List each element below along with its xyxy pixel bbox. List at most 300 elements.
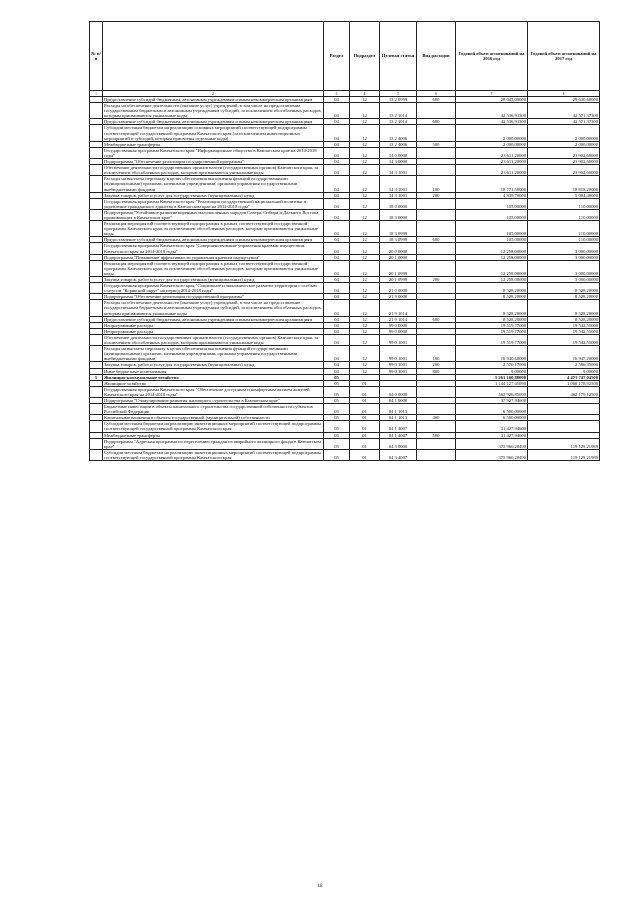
row-amount-2017: 42 571,37300 bbox=[528, 103, 600, 119]
table-row bbox=[90, 221, 600, 237]
row-amount-2017: 19 542,55000 bbox=[528, 322, 600, 328]
row-amount-2016: 18 771,50000 bbox=[456, 176, 528, 192]
row-podrazdel: 12 bbox=[350, 159, 380, 165]
row-amount-2017: 23 902,60000 bbox=[528, 147, 600, 158]
column-number: 5 bbox=[380, 91, 417, 97]
row-expense-type bbox=[417, 125, 456, 141]
header-razdel: Раздел bbox=[324, 22, 350, 91]
row-target-article: 20 1 0999 bbox=[380, 260, 417, 276]
row-podrazdel: 12 bbox=[350, 125, 380, 141]
row-amount-2017: 462 179,12500 bbox=[528, 386, 600, 397]
row-razdel: 04 bbox=[324, 328, 350, 334]
row-expense-type: 500 bbox=[417, 432, 456, 438]
row-amount-2016: 4 839,70000 bbox=[456, 192, 528, 198]
page-number: 18 bbox=[317, 884, 323, 889]
row-razdel: 05 bbox=[324, 386, 350, 397]
table-row bbox=[90, 260, 600, 276]
row-name: Государственная программа Камчатского края "Информационное общество в Камчатском крае на 2014-2018 годы" bbox=[103, 147, 324, 158]
table-row bbox=[90, 386, 600, 397]
row-name: Подпрограмма "Обеспечение реализации государственной программы" bbox=[103, 294, 324, 300]
row-amount-2016: 105,00000 bbox=[456, 198, 528, 209]
row-number bbox=[90, 176, 103, 192]
row-amount-2017: 3 000,00000 bbox=[528, 243, 600, 254]
row-razdel: 04 bbox=[324, 294, 350, 300]
row-amount-2017: 5 084,40000 bbox=[528, 192, 600, 198]
row-podrazdel: 12 bbox=[350, 243, 380, 254]
row-amount-2016: 31 427,94600 bbox=[456, 432, 528, 438]
row-number bbox=[90, 421, 103, 432]
row-name: Закупка товаров, работ и услуг для государственных (муниципальных) нужд bbox=[103, 277, 324, 283]
table-row bbox=[90, 449, 600, 460]
row-target-article: 04 0 0000 bbox=[380, 386, 417, 397]
row-target-article: 21 9 1014 bbox=[380, 300, 417, 316]
row-number bbox=[90, 103, 103, 119]
row-amount-2017: 4 471 747,04500 bbox=[528, 374, 600, 380]
row-target-article: 14 3 0000 bbox=[380, 159, 417, 165]
row-amount-2017: 1 068 178,92500 bbox=[528, 380, 600, 386]
row-amount-2016: 105,00000 bbox=[456, 209, 528, 220]
row-target-article: 13 2 1014 bbox=[380, 103, 417, 119]
row-expense-type bbox=[417, 334, 456, 345]
row-podrazdel: 01 bbox=[350, 380, 380, 386]
row-number bbox=[90, 386, 103, 397]
row-number bbox=[90, 209, 103, 220]
table-row bbox=[90, 209, 600, 220]
row-amount-2017: 19 542,55000 bbox=[528, 334, 600, 345]
row-amount-2016: 23 611,20000 bbox=[456, 165, 528, 176]
row-razdel: 04 bbox=[324, 97, 350, 103]
row-target-article: 99 0 0000 bbox=[380, 328, 417, 334]
row-number bbox=[90, 404, 103, 415]
row-amount-2017: 3 000,00000 bbox=[528, 254, 600, 260]
column-number: 2 bbox=[103, 91, 324, 97]
row-razdel: 05 bbox=[324, 449, 350, 460]
table-row bbox=[90, 438, 600, 449]
row-target-article: 21 9 1014 bbox=[380, 316, 417, 322]
row-podrazdel: 12 bbox=[350, 103, 380, 119]
row-amount-2017: 8 528,20000 bbox=[528, 316, 600, 322]
row-amount-2016: 19 519,77000 bbox=[456, 334, 528, 345]
row-amount-2017: 2 000,00000 bbox=[528, 125, 600, 141]
column-number: 3 bbox=[324, 91, 350, 97]
row-amount-2016: 6 500,00000 bbox=[456, 404, 528, 415]
row-target-article: 13 2 0999 bbox=[380, 97, 417, 103]
row-target-article: 13 2 4006 bbox=[380, 141, 417, 147]
row-name: Предоставление субсидий бюджетным, автономным учреждениям и иным некоммерческим организациям bbox=[103, 237, 324, 243]
row-razdel: 04 bbox=[324, 192, 350, 198]
row-podrazdel: 12 bbox=[350, 198, 380, 209]
row-razdel: 04 bbox=[324, 368, 350, 374]
row-name: Обеспечение деятельности государственных органов власти (государственных органов) Камчатского края, за исключением обособленных расходов, которым присваиваются уникальные коды bbox=[103, 165, 324, 176]
row-number bbox=[90, 438, 103, 449]
row-razdel: 05 bbox=[324, 380, 350, 386]
row-amount-2016: 9,00000 bbox=[456, 368, 528, 374]
row-razdel: 04 bbox=[324, 243, 350, 254]
row-amount-2016: 19 519,77000 bbox=[456, 322, 528, 328]
header-expense-type: Вид расходов bbox=[417, 22, 456, 91]
row-amount-2016: 42 536,91300 bbox=[456, 103, 528, 119]
row-amount-2016: 5 261 160,88090 bbox=[456, 374, 528, 380]
row-podrazdel: 12 bbox=[350, 147, 380, 158]
table-row bbox=[90, 421, 600, 432]
row-razdel: 04 bbox=[324, 237, 350, 243]
table-row bbox=[90, 103, 600, 119]
row-number bbox=[90, 300, 103, 316]
row-expense-type bbox=[417, 221, 456, 237]
table-body bbox=[90, 97, 600, 461]
row-expense-type bbox=[417, 283, 456, 294]
row-razdel: 05 bbox=[324, 432, 350, 438]
row-name: Бюджетные инвестиции в объекты капитального строительства государственной собственности субъектов Российской Федерации bbox=[103, 404, 324, 415]
row-expense-type: 600 bbox=[417, 316, 456, 322]
table-row bbox=[90, 300, 600, 316]
row-expense-type bbox=[417, 404, 456, 415]
row-razdel: 04 bbox=[324, 125, 350, 141]
row-razdel: 05 bbox=[324, 438, 350, 449]
row-amount-2017: 8 528,20000 bbox=[528, 294, 600, 300]
header-target-article: Целевая статья bbox=[380, 22, 417, 91]
row-razdel: 04 bbox=[324, 362, 350, 368]
row-number bbox=[90, 283, 103, 294]
row-podrazdel: 12 bbox=[350, 260, 380, 276]
row-name: Предоставление субсидий бюджетным, автономным учреждениям и иным некоммерческим организациям bbox=[103, 119, 324, 125]
row-name: Непрограммные расходы bbox=[103, 328, 324, 334]
row-expense-type: 100 bbox=[417, 176, 456, 192]
row-podrazdel: 12 bbox=[350, 119, 380, 125]
row-razdel: 04 bbox=[324, 283, 350, 294]
row-podrazdel: 12 bbox=[350, 97, 380, 103]
row-amount-2017: 110,00000 bbox=[528, 198, 600, 209]
row-number bbox=[90, 334, 103, 345]
row-target-article: 20 1 0999 bbox=[380, 277, 417, 283]
header-2017: Годовой объем ассигнований на 2017 год bbox=[528, 22, 600, 91]
row-amount-2016: 37 927,94600 bbox=[456, 397, 528, 403]
row-amount-2016: 12 258,00000 bbox=[456, 277, 528, 283]
row-amount-2017: 110,00000 bbox=[528, 221, 600, 237]
row-podrazdel: 01 bbox=[350, 386, 380, 397]
header-name bbox=[103, 22, 324, 91]
row-number bbox=[90, 165, 103, 176]
row-podrazdel: 12 bbox=[350, 283, 380, 294]
row-target-article: 21 9 0000 bbox=[380, 294, 417, 300]
row-razdel: 04 bbox=[324, 141, 350, 147]
row-podrazdel: 01 bbox=[350, 438, 380, 449]
row-expense-type bbox=[417, 300, 456, 316]
row-expense-type bbox=[417, 449, 456, 460]
row-target-article: 99 0 0000 bbox=[380, 322, 417, 328]
row-name: Субсидии местным бюджетам на реализацию инвестиционных мероприятий соответствующей подпрограммы соответствующей государственной программы Камчатского края bbox=[103, 421, 324, 432]
row-expense-type: 600 bbox=[417, 97, 456, 103]
row-name: Закупка товаров, работ и услуг для государственных (муниципальных) нужд bbox=[103, 362, 324, 368]
row-expense-type: 100 bbox=[417, 346, 456, 362]
row-amount-2016: 2 570,17000 bbox=[456, 362, 528, 368]
row-name: Подпрограмма "Устойчивое развитие коренных малочисленных народов Севера, Сибири и Дальнего Востока, проживающих в Камчатском крае" bbox=[103, 209, 324, 220]
row-podrazdel: 12 bbox=[350, 192, 380, 198]
row-amount-2016: 12 258,00000 bbox=[456, 254, 528, 260]
row-razdel: 05 bbox=[324, 404, 350, 415]
row-amount-2017: 42 571,37300 bbox=[528, 119, 600, 125]
row-razdel: 04 bbox=[324, 209, 350, 220]
row-razdel: 05 bbox=[324, 374, 350, 380]
row-target-article: 99 0 1001 bbox=[380, 334, 417, 345]
row-name: Расходы на выплаты персоналу в целях обеспечения выполнения функций государственными (муниципальными) органами, казенными учреждениями, органами управления государственными внебюджетными фондами bbox=[103, 346, 324, 362]
column-number: 1 bbox=[90, 91, 103, 97]
row-expense-type bbox=[417, 438, 456, 449]
row-name: Межбюджетные трансферты bbox=[103, 141, 324, 147]
row-amount-2017: 9,00000 bbox=[528, 368, 600, 374]
row-expense-type: 400 bbox=[417, 415, 456, 421]
row-number bbox=[90, 125, 103, 141]
row-expense-type bbox=[417, 260, 456, 276]
row-amount-2017: 119 129,21989 bbox=[528, 438, 600, 449]
row-name: Государственная программа Камчатского края "Социальное и экономическое развитие территории с особым статусом "Корякский округ" на период 2014-2018 годы" bbox=[103, 283, 324, 294]
row-name: Подпрограмма "Адресная программа по переселению граждан из аварийного жилищного фонда в Камчатском крае" bbox=[103, 438, 324, 449]
row-target-article: 04 3 0000 bbox=[380, 438, 417, 449]
row-expense-type: 600 bbox=[417, 237, 456, 243]
row-name: Иные бюджетные ассигнования bbox=[103, 368, 324, 374]
row-amount-2016: 23 611,20000 bbox=[456, 147, 528, 158]
row-name: Государственная программа Камчатского края "Реализация государственной национальной политики и укрепление гражданского единства в Камчатском крае на 2014-2018 годы" bbox=[103, 198, 324, 209]
row-razdel: 04 bbox=[324, 147, 350, 158]
row-expense-type bbox=[417, 209, 456, 220]
header-num: № п/п bbox=[90, 22, 103, 91]
row-amount-2016: 8 528,20000 bbox=[456, 294, 528, 300]
row-target-article: 20 0 0000 bbox=[380, 243, 417, 254]
row-name: Расходы на выплаты персоналу в целях обеспечения выполнения функций государственными (муниципальными) органами, казенными учреждениями, органами управления государственными внебюджетными фондами bbox=[103, 176, 324, 192]
column-number: 7 bbox=[456, 91, 528, 97]
row-amount-2016: 42 536,91300 bbox=[456, 119, 528, 125]
row-podrazdel: 01 bbox=[350, 421, 380, 432]
table-row bbox=[90, 165, 600, 176]
row-amount-2017: 29 630,60000 bbox=[528, 97, 600, 103]
row-podrazdel: 01 bbox=[350, 432, 380, 438]
row-amount-2017: 3 000,00000 bbox=[528, 277, 600, 283]
row-target-article: 04 1 4007 bbox=[380, 421, 417, 432]
row-amount-2017: 2 000,00000 bbox=[528, 141, 600, 147]
table-row bbox=[90, 147, 600, 158]
table-row bbox=[90, 198, 600, 209]
row-name: Капитальные вложения в объекты государственной (муниципальной) собственности bbox=[103, 415, 324, 421]
row-amount-2016: 2 000,00000 bbox=[456, 141, 528, 147]
row-razdel: 04 bbox=[324, 334, 350, 345]
row-amount-2017: 2 586,35000 bbox=[528, 362, 600, 368]
table-row bbox=[90, 283, 600, 294]
row-amount-2016: 8 528,20000 bbox=[456, 316, 528, 322]
row-razdel: 05 bbox=[324, 421, 350, 432]
row-podrazdel: 12 bbox=[350, 254, 380, 260]
header-2016: Годовой объем ассигнований на 2016 год bbox=[456, 22, 528, 91]
row-amount-2016: 1 144 127,45090 bbox=[456, 380, 528, 386]
row-podrazdel: 12 bbox=[350, 346, 380, 362]
row-amount-2017: 119 129,21989 bbox=[528, 449, 600, 460]
row-amount-2016: 6 500,00000 bbox=[456, 415, 528, 421]
row-name: Обеспечение деятельности государственных органов власти (государственных органов) Камчатского края, за исключением обособленных расходов, которым присваиваются уникальные коды bbox=[103, 334, 324, 345]
row-number bbox=[90, 147, 103, 158]
row-amount-2017: 19 542,55000 bbox=[528, 328, 600, 334]
row-target-article: 18 3 0999 bbox=[380, 221, 417, 237]
row-name: Расходы на обеспечение деятельности (оказание услуг) учреждений, в том числе на предоставление государственным бюджетным и автономным учреждениям субсидий, за исключением обособленных расходов, которым присваиваются уникальные коды bbox=[104, 103, 322, 119]
header-podrazdel: Подраздел bbox=[350, 22, 380, 91]
row-target-article: 14 0 0000 bbox=[380, 147, 417, 158]
row-podrazdel: 12 bbox=[350, 362, 380, 368]
row-target-article: 14 3 1001 bbox=[380, 192, 417, 198]
row-expense-type bbox=[417, 165, 456, 176]
row-podrazdel: 01 bbox=[350, 397, 380, 403]
row-number bbox=[90, 221, 103, 237]
row-expense-type: 600 bbox=[417, 119, 456, 125]
row-podrazdel: 12 bbox=[350, 334, 380, 345]
row-podrazdel: 12 bbox=[350, 221, 380, 237]
row-podrazdel: 12 bbox=[350, 368, 380, 374]
row-name: Реализация мероприятий соответствующей подпрограммы в рамках соответствующей государственной программы Камчатского края, за исключением обособленных расходов, которым присваиваются уникальные коды bbox=[103, 260, 324, 276]
row-razdel: 05 bbox=[324, 415, 350, 421]
row-target-article: 20 1 0000 bbox=[380, 254, 417, 260]
row-number bbox=[90, 198, 103, 209]
row-name: Подпрограмма "Обеспечение реализации государственной программы" bbox=[103, 159, 324, 165]
row-target-article: 04 1 0000 bbox=[380, 397, 417, 403]
row-name: Подпрограмма "Повышение эффективности управления краевым имуществом" bbox=[103, 254, 324, 260]
row-number bbox=[90, 243, 103, 254]
table-row bbox=[90, 404, 600, 415]
row-amount-2016: 375 960,20490 bbox=[456, 438, 528, 449]
row-target-article: 99 0 1001 bbox=[380, 346, 417, 362]
row-name: Субсидии местным бюджетам на реализацию инвестиционных мероприятий соответствующей подпрограммы соответствующей государственной программы Камчатского края bbox=[103, 449, 324, 460]
row-target-article: 13 2 4006 bbox=[380, 125, 417, 141]
row-target-article: 04 1 1013 bbox=[380, 404, 417, 415]
row-amount-2017: 110,00000 bbox=[528, 209, 600, 220]
row-name: Реализация мероприятий соответствующей подпрограммы в рамках соответствующей государственной программы Камчатского края, за исключением обособленных расходов, которым присваиваются уникальные коды bbox=[103, 221, 324, 237]
row-podrazdel: 12 bbox=[350, 209, 380, 220]
row-name: Жилищно-коммунальное хозяйство bbox=[103, 374, 324, 380]
row-razdel: 04 bbox=[324, 221, 350, 237]
row-razdel: 04 bbox=[324, 176, 350, 192]
row-amount-2017: 3 000,00000 bbox=[528, 260, 600, 276]
row-number bbox=[90, 260, 103, 276]
row-podrazdel: 01 bbox=[350, 415, 380, 421]
row-podrazdel: 12 bbox=[350, 176, 380, 192]
row-expense-type bbox=[417, 198, 456, 209]
row-amount-2016: 31 427,94600 bbox=[456, 421, 528, 432]
row-amount-2017: 8 528,20000 bbox=[528, 300, 600, 316]
row-amount-2017: 18 818,20000 bbox=[528, 176, 600, 192]
column-number: 4 bbox=[350, 91, 380, 97]
row-number bbox=[90, 346, 103, 362]
row-podrazdel: 12 bbox=[350, 322, 380, 328]
row-amount-2017: 110,00000 bbox=[528, 237, 600, 243]
row-name: Жилищное хозяйство bbox=[103, 380, 324, 386]
row-podrazdel: 12 bbox=[350, 300, 380, 316]
row-expense-type bbox=[417, 147, 456, 158]
row-expense-type bbox=[417, 103, 456, 119]
row-expense-type: 200 bbox=[417, 192, 456, 198]
row-name: Государственная программа Камчатского края "Обеспечение доступным и комфортным жильем жителей Камчатского края на 2014-2018 годы" bbox=[103, 386, 324, 397]
table-row bbox=[90, 243, 600, 254]
row-razdel: 04 bbox=[324, 254, 350, 260]
row-podrazdel: 12 bbox=[350, 294, 380, 300]
row-razdel: 04 bbox=[324, 316, 350, 322]
row-razdel: 04 bbox=[324, 260, 350, 276]
row-name: Межбюджетные трансферты bbox=[103, 432, 324, 438]
row-number: 5 bbox=[90, 374, 103, 380]
budget-table bbox=[89, 21, 600, 461]
row-podrazdel: 12 bbox=[350, 141, 380, 147]
row-target-article: 13 2 1014 bbox=[380, 119, 417, 125]
row-amount-2016: 562 926,85090 bbox=[456, 386, 528, 397]
row-podrazdel: 12 bbox=[350, 316, 380, 322]
row-name: Субсидии местным бюджетам на реализацию основных мероприятий соответствующей подпрограммы соответствующей государственной программы Камчатского края (за исключением инвестиционных мероприятий и субсидий, которым присвоены отдельные коды) bbox=[103, 125, 324, 141]
row-target-article: 04 1 4007 bbox=[380, 432, 417, 438]
row-amount-2016: 8 528,20000 bbox=[456, 300, 528, 316]
row-podrazdel: 12 bbox=[350, 165, 380, 176]
row-amount-2016: 8 528,20000 bbox=[456, 283, 528, 294]
row-target-article: 04 1 1013 bbox=[380, 415, 417, 421]
row-expense-type bbox=[417, 421, 456, 432]
row-razdel: 04 bbox=[324, 198, 350, 209]
row-target-article: 18 3 0999 bbox=[380, 237, 417, 243]
row-razdel: 04 bbox=[324, 159, 350, 165]
row-amount-2016: 12 258,00000 bbox=[456, 260, 528, 276]
row-expense-type: 500 bbox=[417, 141, 456, 147]
row-name: Предоставление субсидий бюджетным, автономным учреждениям и иным некоммерческим организациям bbox=[103, 316, 324, 322]
table-row bbox=[90, 176, 600, 192]
row-podrazdel: 12 bbox=[350, 277, 380, 283]
row-name: Предоставление субсидий бюджетным, автономным учреждениям и иным некоммерческим организациям bbox=[103, 97, 324, 103]
row-amount-2016: 375 960,20490 bbox=[456, 449, 528, 460]
row-amount-2017: 23 902,60000 bbox=[528, 165, 600, 176]
table-row bbox=[90, 125, 600, 141]
row-name: Расходы на обеспечение деятельности (оказание услуг) учреждений, в том числе на предоставление государственным бюджетным и автономным учреждениям субсидий, за исключением обособленных расходов, которым присваиваются уникальные коды bbox=[104, 300, 322, 316]
column-number: 8 bbox=[528, 91, 600, 97]
row-amount-2016: 19 519,77000 bbox=[456, 328, 528, 334]
row-target-article: 14 3 1001 bbox=[380, 176, 417, 192]
row-name: Государственная программа Камчатского края "Совершенствование управления краевым имуществом Камчатского края на 2014-2018 годы" bbox=[103, 243, 324, 254]
row-amount-2017 bbox=[528, 404, 600, 415]
row-amount-2016: 23 611,20000 bbox=[456, 159, 528, 165]
row-target-article: 18 3 0000 bbox=[380, 209, 417, 220]
row-podrazdel: 01 bbox=[350, 449, 380, 460]
row-name: Закупка товаров, работ и услуг для государственных (муниципальных) нужд bbox=[103, 192, 324, 198]
row-amount-2016: 12 258,00000 bbox=[456, 243, 528, 254]
row-razdel: 04 bbox=[324, 165, 350, 176]
row-target-article: 99 0 1001 bbox=[380, 362, 417, 368]
row-podrazdel: 12 bbox=[350, 237, 380, 243]
row-expense-type bbox=[417, 243, 456, 254]
row-target-article: 14 3 1001 bbox=[380, 165, 417, 176]
row-amount-2016: 105,00000 bbox=[456, 221, 528, 237]
row-amount-2017 bbox=[528, 421, 600, 432]
row-expense-type bbox=[417, 386, 456, 397]
row-podrazdel: 01 bbox=[350, 404, 380, 415]
row-amount-2016: 28 045,00000 bbox=[456, 97, 528, 103]
row-name: Подпрограмма "Стимулирование развития жилищного строительства в Камчатском крае" bbox=[103, 397, 324, 403]
row-amount-2017: 8 528,20000 bbox=[528, 283, 600, 294]
column-number: 6 bbox=[417, 91, 456, 97]
row-razdel: 04 bbox=[324, 119, 350, 125]
header-row bbox=[90, 22, 600, 91]
row-expense-type: 200 bbox=[417, 362, 456, 368]
row-razdel: 04 bbox=[324, 300, 350, 316]
row-amount-2017: 16 947,20000 bbox=[528, 346, 600, 362]
row-razdel: 05 bbox=[324, 397, 350, 403]
row-amount-2016: 2 000,00000 bbox=[456, 125, 528, 141]
row-expense-type: 800 bbox=[417, 368, 456, 374]
row-razdel: 04 bbox=[324, 322, 350, 328]
row-target-article: 18 0 0000 bbox=[380, 198, 417, 209]
row-number bbox=[90, 449, 103, 460]
row-target-article: 04 3 4007 bbox=[380, 449, 417, 460]
row-amount-2017: 23 902,60000 bbox=[528, 159, 600, 165]
row-name: Непрограммные расходы bbox=[103, 322, 324, 328]
